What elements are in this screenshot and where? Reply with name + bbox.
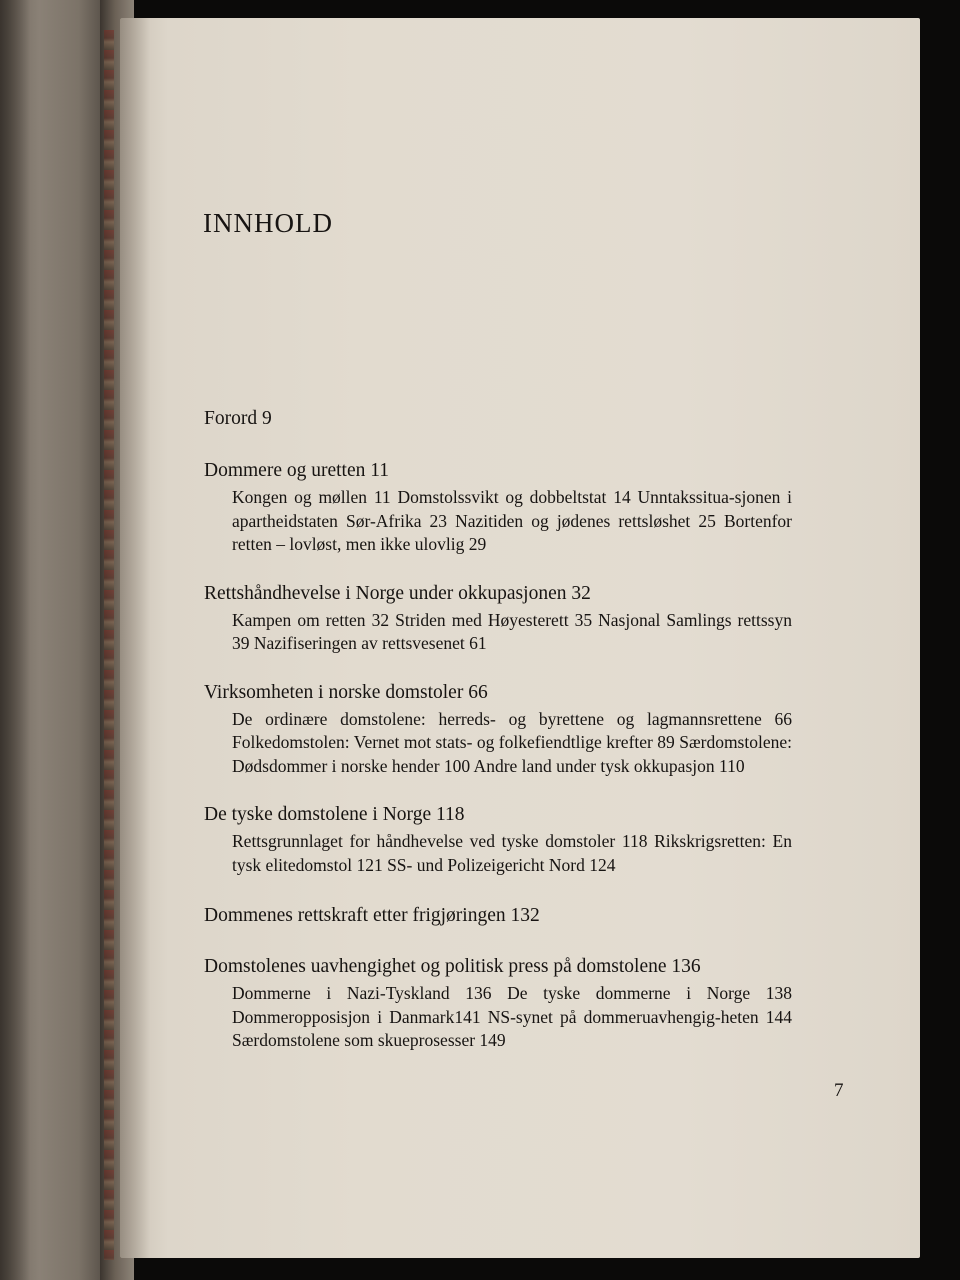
toc-entry-subsections: Kampen om retten 32 Striden med Høyesterett 35 Nasjonal Samlings rettssyn 39 Nazifiseringen av rettsvesenet 61 xyxy=(232,609,792,653)
toc-entry-title: Dommenes rettskraft etter frigjøringen 132 xyxy=(204,905,540,926)
toc-entry-rettshandhevelse xyxy=(204,581,804,656)
binding-thread xyxy=(104,30,114,1260)
toc-entry-title: Domstolenes uavhengighet og politisk press på domstolene 136 xyxy=(204,956,701,977)
toc-entry-tyske-domstolene xyxy=(204,802,804,877)
left-page-shadow xyxy=(0,0,30,1280)
toc-entry-virksomheten xyxy=(204,680,804,779)
table-of-contents xyxy=(204,406,804,1053)
toc-entry-dommenes-rettskraft xyxy=(204,903,804,928)
page-title: INNHOLD xyxy=(203,208,333,238)
toc-entry-domstolenes-uavhengighet xyxy=(204,954,804,1053)
contents-page xyxy=(120,18,920,1258)
toc-entry-forord xyxy=(204,406,804,431)
page-edge-shadow xyxy=(120,18,150,1258)
toc-entry-dommere-og-uretten xyxy=(204,458,804,557)
toc-entry-subsections: De ordinære domstolene: herreds- og byrettene og lagmannsrettene 66 Folkedomstolen: Vernet mot stats- og folkefiendtlige krefter 89 Særdomstolene: Dødsdommer i norske hender 100 Andre land under tysk okkupasjon 110 xyxy=(232,708,792,776)
toc-entry-title: Rettshåndhevelse i Norge under okkupasjonen 32 xyxy=(204,582,591,604)
toc-entry-title: Forord 9 xyxy=(204,408,272,429)
toc-entry-subsections: Rettsgrunnlaget for håndhevelse ved tyske domstoler 118 Rikskrigsretten: En tysk elitedomstol 121 SS- und Polizeigericht Nord 124 xyxy=(232,831,792,875)
toc-entry-title: Dommere og uretten 11 xyxy=(204,460,390,481)
toc-entry-subsections: Dommerne i Nazi-Tyskland 136 De tyske dommerne i Norge 138 Dommeropposisjon i Danmark141 NS-synet på dommeruavhengig-heten 144 Særdomstolene som skueprosesser 149 xyxy=(232,983,792,1050)
toc-entry-title: Virksomheten i norske domstoler 66 xyxy=(204,681,488,703)
page-number: 7 xyxy=(834,1080,844,1101)
toc-entry-title: De tyske domstolene i Norge 118 xyxy=(204,804,465,825)
toc-entry-subsections: Kongen og møllen 11 Domstolssvikt og dobbeltstat 14 Unntakssitua-sjonen i apartheidstaten Sør-Afrika 23 Nazitiden og jødenes rettsløshet 25 Bortenfor retten – lovløst, men ikke ulovlig 29 xyxy=(232,487,792,554)
